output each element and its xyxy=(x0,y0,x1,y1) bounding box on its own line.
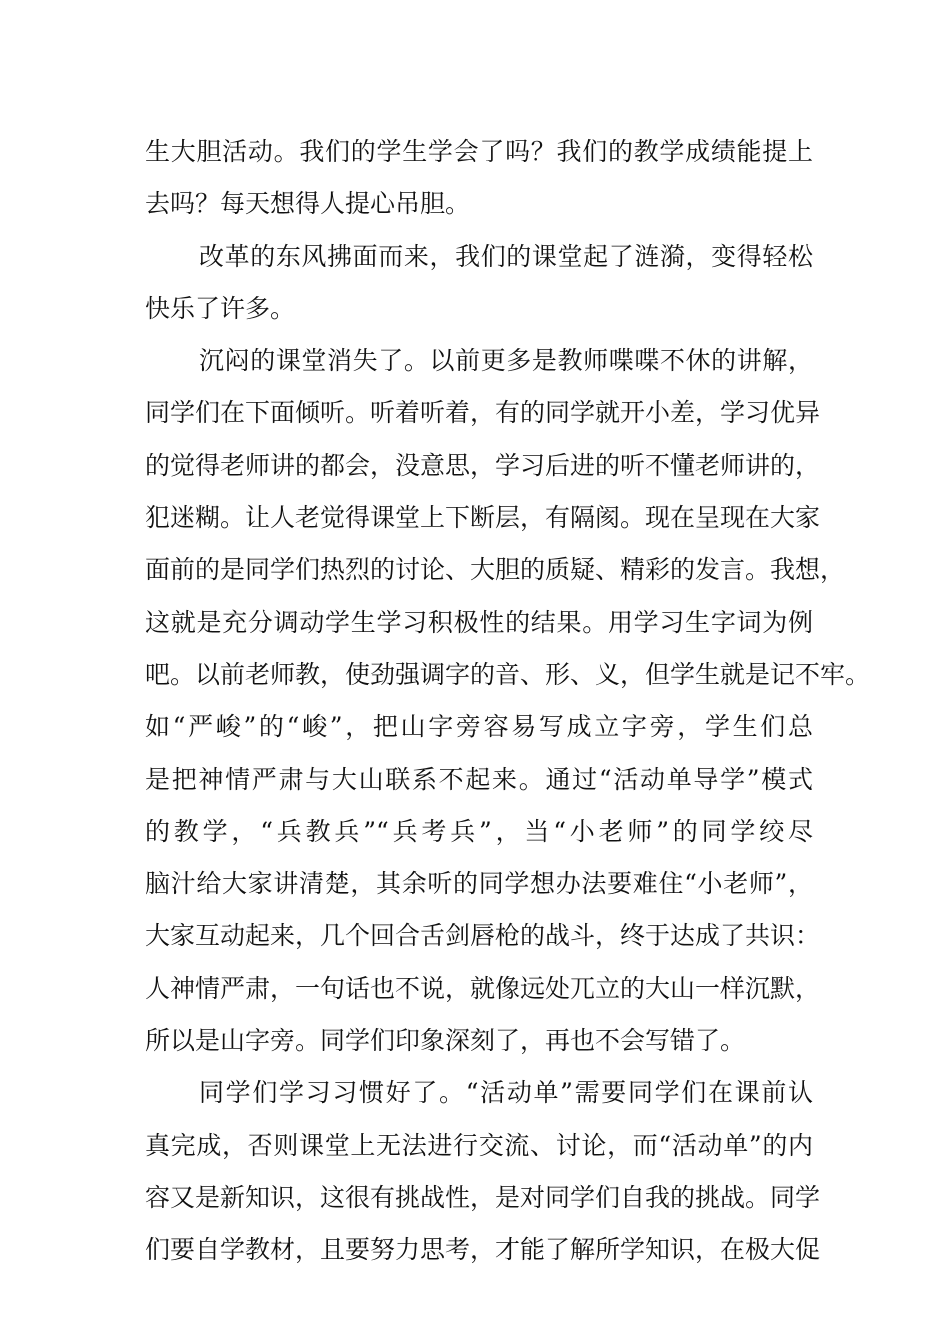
text-line: 如“严峻”的“峻”，把山字旁容易写成立字旁，学生们总 xyxy=(145,712,813,742)
text-line: 的教学，“兵教兵”“兵考兵”，当“小老师”的同学绞尽 xyxy=(145,816,813,846)
paragraph-start-line: 同学们学习习惯好了。“活动单”需要同学们在课前认 xyxy=(199,1078,813,1108)
text-line: 同学们在下面倾听。听着听着，有的同学就开小差，学习优异 xyxy=(145,398,821,428)
text-line: 所以是山字旁。同学们印象深刻了，再也不会写错了。 xyxy=(145,1026,746,1056)
text-line: 去吗？每天想得人提心吊胆。 xyxy=(145,189,471,219)
paragraph-start-line: 沉闷的课堂消失了。以前更多是教师喋喋不休的讲解， xyxy=(199,346,813,376)
body-text xyxy=(145,126,871,1277)
text-line: 吧。以前老师教，使劲强调字的音、形、义，但学生就是记不牢。 xyxy=(145,659,871,689)
text-line: 脑汁给大家讲清楚，其余听的同学想办法要难住“小老师”， xyxy=(145,869,813,899)
text-line: 面前的是同学们热烈的讨论、大胆的质疑、精彩的发言。我想， xyxy=(145,555,846,585)
text-line: 真完成，否则课堂上无法进行交流、讨论，而“活动单”的内 xyxy=(145,1130,813,1160)
text-line: 犯迷糊。让人老觉得课堂上下断层，有隔阂。现在呈现在大家 xyxy=(145,503,821,533)
text-line: 的觉得老师讲的都会，没意思，学习后进的听不懂老师讲的， xyxy=(145,450,821,480)
text-line: 生大胆活动。我们的学生学会了吗？我们的教学成绩能提上 xyxy=(145,137,813,166)
text-line: 这就是充分调动学生学习积极性的结果。用学习生字词为例 xyxy=(145,607,813,637)
text-line: 容又是新知识，这很有挑战性，是对同学们自我的挑战。同学 xyxy=(145,1182,821,1212)
text-line: 们要自学教材，且要努力思考，才能了解所学知识，在极大促 xyxy=(145,1235,821,1265)
text-line: 大家互动起来，几个回合舌剑唇枪的战斗，终于达成了共识： xyxy=(145,921,821,951)
text-line: 人神情严肃，一句话也不说，就像远处兀立的大山一样沉默， xyxy=(145,973,821,1003)
text-line: 快乐了许多。 xyxy=(145,293,296,323)
text-line: 是把神情严肃与大山联系不起来。通过“活动单导学”模式 xyxy=(145,764,813,794)
paragraph-start-line: 改革的东风拂面而来，我们的课堂起了涟漪，变得轻松 xyxy=(199,241,813,271)
